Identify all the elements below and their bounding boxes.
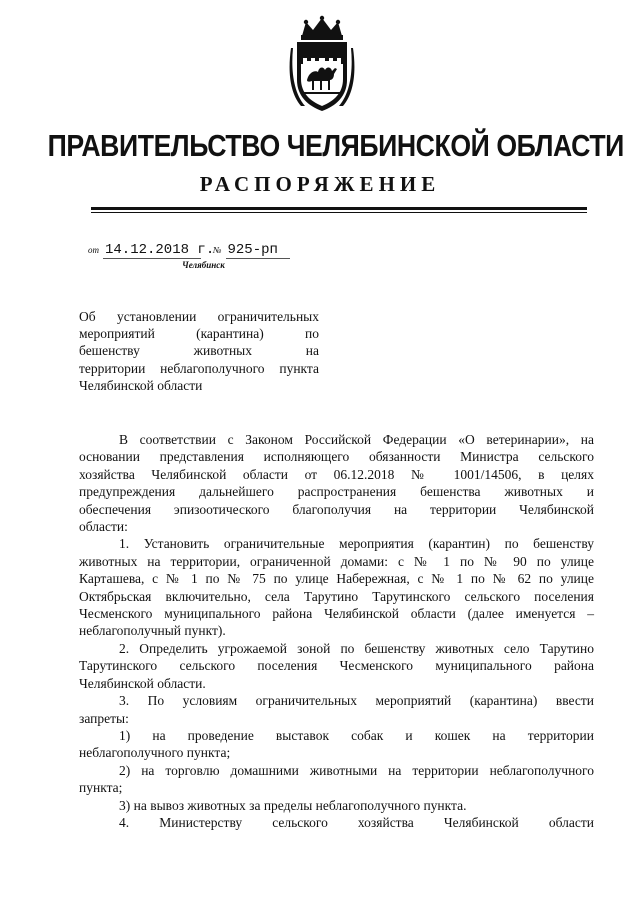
header-divider-thick (91, 207, 587, 210)
body-line: Чесменского муниципального района Челябинской области (далее именуется – (79, 606, 594, 622)
body-line: хозяйства Челябинской области от 06.12.2018 № 1001/14506, в целях (79, 466, 594, 482)
subject-line: бешенству животных на (79, 343, 319, 359)
government-title: ПРАВИТЕЛЬСТВО ЧЕЛЯБИНСКОЙ ОБЛАСТИ (47, 128, 624, 163)
body-line: Тарутинского сельского поселения Чесменского муниципального района (79, 658, 594, 674)
document-date: 14.12.2018 г. (105, 242, 215, 258)
body-line: 2) на торговлю домашними животными на территории неблагополучного (119, 762, 594, 778)
document-subject (79, 308, 319, 394)
body-line: Октябрьская включительно, села Тарутино Тарутинского сельского поселения (79, 588, 594, 604)
subject-line: Об установлении ограничительных (79, 309, 319, 324)
body-line: запреты: (79, 710, 129, 726)
body-line: 2. Определить угрожаемой зоной по бешенству животных село Тарутино (119, 640, 594, 656)
coat-of-arms-icon (289, 14, 355, 114)
body-line: В соответствии с Законом Российской Федерации «О ветеринарии», на (119, 432, 594, 447)
body-line: 3) на вывоз животных за пределы неблагополучного пункта. (119, 797, 467, 813)
body-line: области: (79, 519, 128, 535)
document-body (79, 431, 594, 831)
body-line: основании представления исполняющего обязанности Министра сельского (79, 449, 594, 465)
document-type-heading: РАСПОРЯЖЕНИЕ (199, 172, 441, 196)
document-meta (88, 240, 290, 260)
date-prefix: от (88, 245, 99, 255)
document-number: 925-рп (226, 242, 290, 259)
body-line: 4. Министерству сельского хозяйства Челябинской области (119, 814, 594, 830)
subject-line: Челябинской области (79, 377, 203, 393)
number-prefix: № (213, 245, 222, 255)
body-line: Карташева, с № 1 по № 75 по улице Набережная, с № 1 по № 62 по улице (79, 571, 594, 587)
subject-line: мероприятий (карантина) по (79, 326, 319, 342)
body-line: Челябинской области. (79, 675, 206, 691)
body-line: обеспечения эпизоотического благополучия на территории Челябинской (79, 501, 594, 517)
body-line: неблагополучный пункт). (79, 623, 226, 639)
body-line: пункта; (79, 780, 123, 796)
issue-city: Челябинск (182, 260, 225, 270)
subject-line: территории неблагополучного пункта (79, 360, 319, 376)
body-line: 1) на проведение выставок собак и кошек на территории (119, 727, 594, 743)
body-line: неблагополучного пункта; (79, 745, 231, 761)
header-divider-thin (91, 212, 587, 213)
body-line: животных на территории, ограниченной домами: с № 1 по № 90 по улице (79, 553, 594, 569)
body-line: 1. Установить ограничительные мероприятия (карантин) по бешенству (119, 536, 594, 552)
body-line: 3. По условиям ограничительных мероприятий (карантина) ввести (119, 693, 594, 709)
body-line: предупреждения дальнейшего распространения бешенства животных и (79, 484, 594, 500)
